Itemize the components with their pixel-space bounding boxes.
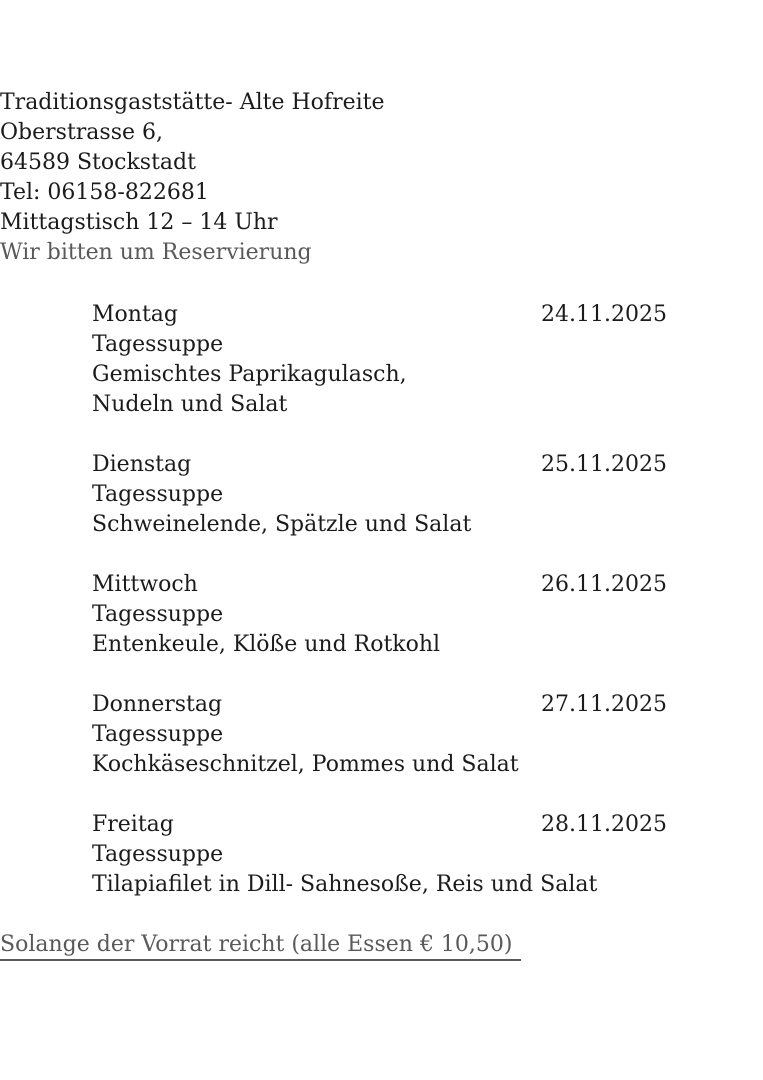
menu-line-soup: Tagessuppe	[92, 602, 224, 627]
restaurant-street: Oberstrasse 6,	[0, 120, 164, 145]
day-date: 27.11.2025	[541, 692, 667, 717]
day-header-row	[92, 690, 667, 720]
restaurant-header	[0, 88, 763, 238]
availability-note-text: Solange der Vorrat reicht (alle Essen € 10,50)	[0, 931, 521, 961]
menu-line-soup: Tagessuppe	[92, 722, 224, 747]
day-header-row	[92, 810, 667, 840]
day-date: 25.11.2025	[541, 452, 667, 477]
menu-line-soup: Tagessuppe	[92, 482, 224, 507]
restaurant-phone: Tel: 06158-822681	[0, 180, 209, 205]
menu-line-soup: Tagessuppe	[92, 842, 224, 867]
day-block-donnerstag	[92, 690, 763, 780]
day-header-row	[92, 570, 667, 600]
lunch-hours: Mittagstisch 12 – 14 Uhr	[0, 210, 278, 235]
day-block-freitag	[92, 810, 763, 900]
day-name: Dienstag	[92, 452, 192, 477]
day-header-row	[92, 450, 667, 480]
menu-line-soup: Tagessuppe	[92, 332, 224, 357]
menu-line-dish-continued: Nudeln und Salat	[92, 392, 288, 417]
day-name: Donnerstag	[92, 692, 223, 717]
day-date: 28.11.2025	[541, 812, 667, 837]
day-block-montag	[92, 300, 763, 420]
day-name: Mittwoch	[92, 572, 198, 597]
menu-line-dish: Entenkeule, Klöße und Rotkohl	[92, 632, 441, 657]
restaurant-city: 64589 Stockstadt	[0, 150, 196, 175]
day-header-row	[92, 300, 667, 330]
menu-line-dish: Gemischtes Paprikagulasch,	[92, 362, 407, 387]
day-date: 26.11.2025	[541, 572, 667, 597]
menu-line-dish: Schweinelende, Spätzle und Salat	[92, 512, 472, 537]
menu-line-dish: Tilapiafilet in Dill- Sahnesoße, Reis und Salat	[92, 872, 598, 897]
menu-line-dish: Kochkäseschnitzel, Pommes und Salat	[92, 752, 519, 777]
availability-note	[0, 930, 763, 961]
day-date: 24.11.2025	[541, 302, 667, 327]
day-block-mittwoch	[92, 570, 763, 660]
restaurant-name: Traditionsgaststätte- Alte Hofreite	[0, 90, 385, 115]
weekly-menu	[92, 300, 763, 900]
day-name: Montag	[92, 302, 178, 327]
reservation-note: Wir bitten um Reservierung	[0, 240, 312, 265]
day-name: Freitag	[92, 812, 174, 837]
day-block-dienstag	[92, 450, 763, 540]
